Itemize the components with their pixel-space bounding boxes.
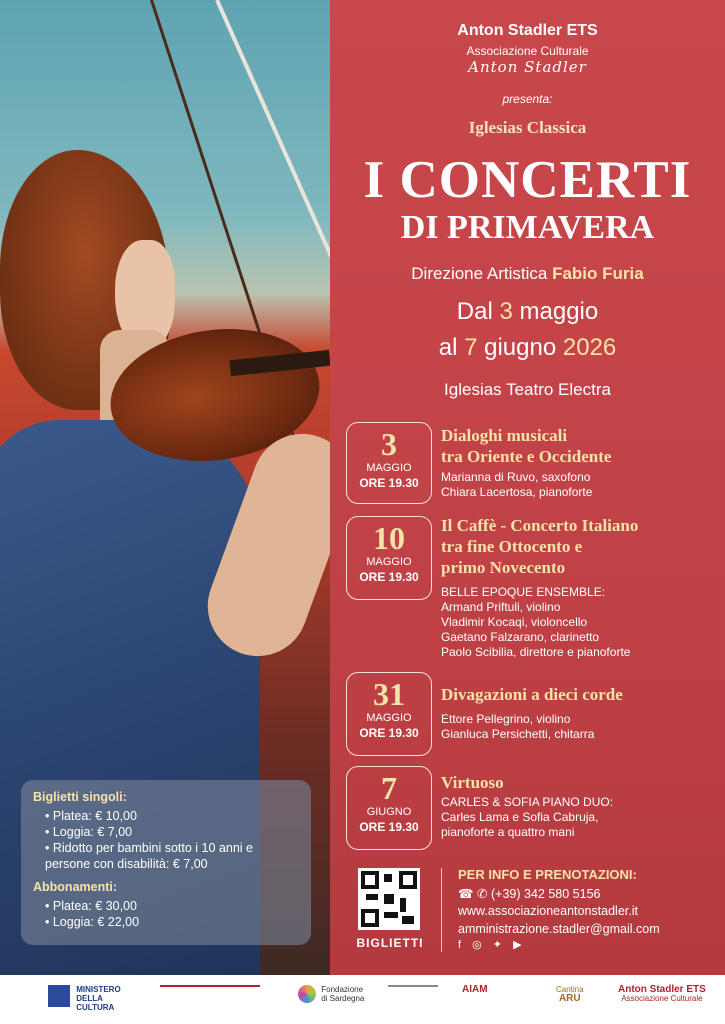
dates-start: Dal 3 maggio: [456, 298, 599, 325]
subscriptions-heading: Abbonamenti:: [33, 880, 118, 894]
website-link[interactable]: www.associazioneantonstadler.it: [458, 904, 638, 918]
social-icons: [458, 938, 530, 951]
event-performers: Marianna di Ruvo, saxofono Chiara Lacertosa, pianoforte: [441, 470, 593, 499]
info-heading: PER INFO E PRENOTAZIONI:: [458, 867, 637, 882]
event-performers: BELLE EPOQUE ENSEMBLE: Armand Priftuli, violino Vladimir Kocaqi, violoncello Gaetano Falzarano, clarinetto Paolo Scibilia, direttore e pianoforte: [441, 585, 631, 659]
ticket-prices-panel: [21, 780, 311, 945]
event-date-box: 10 MAGGIO ORE 19.30: [346, 516, 432, 600]
event-title: Dialoghi musicali tra Oriente e Occidente: [441, 426, 612, 466]
artistic-direction: Direzione Artistica Fabio Furia: [411, 264, 644, 283]
director-name: Fabio Furia: [552, 264, 644, 283]
presents-label: presenta:: [502, 92, 553, 106]
dates-end: al 7 giugno 2026: [438, 334, 617, 361]
facebook-icon[interactable]: f: [458, 939, 462, 951]
youtube-icon[interactable]: ▶: [513, 939, 522, 951]
region-logo: [160, 985, 260, 1011]
phone-number: (+39) 342 580 5156: [491, 887, 601, 901]
event-date-box: 3 MAGGIO ORE 19.30: [346, 422, 432, 504]
event-title: Virtuoso: [441, 773, 504, 792]
event-title: Il Caffè - Concerto Italiano tra fine Ottocento e primo Novecento: [441, 516, 639, 577]
twitter-icon[interactable]: ✦: [492, 939, 503, 951]
ministry-logo: MINISTERO DELLA CULTURA: [48, 985, 121, 1012]
single-tickets-heading: Biglietti singoli:: [33, 790, 127, 804]
phone-icon: ☎ ✆: [458, 887, 488, 901]
subscription-price-item: • Loggia: € 22,00: [45, 914, 299, 930]
cantina-aru-logo: Cantina ARU: [556, 985, 584, 1004]
ticket-price-item: • Ridotto per bambini sotto i 10 anni e persone con disabilità: € 7,00: [45, 840, 299, 872]
event-title: Divagazioni a dieci corde: [441, 685, 623, 704]
ticket-price-item: • Platea: € 10,00: [45, 808, 299, 824]
subscription-price-item: • Platea: € 30,00: [45, 898, 299, 914]
event-performers: CARLES & SOFIA PIANO DUO: Carles Lama e Sofia Cabruja, pianoforte a quattro mani: [441, 795, 614, 839]
stadler-logo: Anton Stadler ETS Associazione Culturale: [618, 984, 706, 1003]
qr-label: BIGLIETTI: [356, 936, 424, 950]
event-date-box: 7 GIUGNO ORE 19.30: [346, 766, 432, 850]
sponsor-footer: [0, 975, 725, 1024]
org-subtitle: Associazione Culturale: [466, 44, 589, 58]
event-performers: Ettore Pellegrino, violino Gianluca Persichetti, chitarra: [441, 712, 595, 741]
instagram-icon[interactable]: ◎: [472, 939, 482, 951]
series-name: Iglesias Classica: [468, 118, 587, 137]
title-line-1: I CONCERTI: [363, 151, 692, 209]
phone-row[interactable]: [458, 886, 600, 901]
fondazione-logo: Fondazione di Sardegna: [298, 985, 364, 1003]
ticket-price-item: • Loggia: € 7,00: [45, 824, 299, 840]
divider: [441, 868, 442, 952]
aiam-logo: AIAM: [462, 984, 488, 995]
event-date-box: 31 MAGGIO ORE 19.30: [346, 672, 432, 756]
comune-logo: [388, 985, 438, 1011]
org-signature-logo: Anton Stadler: [468, 58, 587, 76]
info-panel: [330, 0, 725, 975]
title-line-2: DI PRIMAVERA: [400, 209, 655, 246]
venue: Iglesias Teatro Electra: [444, 380, 611, 399]
qr-code[interactable]: [358, 868, 420, 930]
org-name: Anton Stadler ETS: [457, 22, 598, 39]
email-link[interactable]: amministrazione.stadler@gmail.com: [458, 922, 660, 936]
